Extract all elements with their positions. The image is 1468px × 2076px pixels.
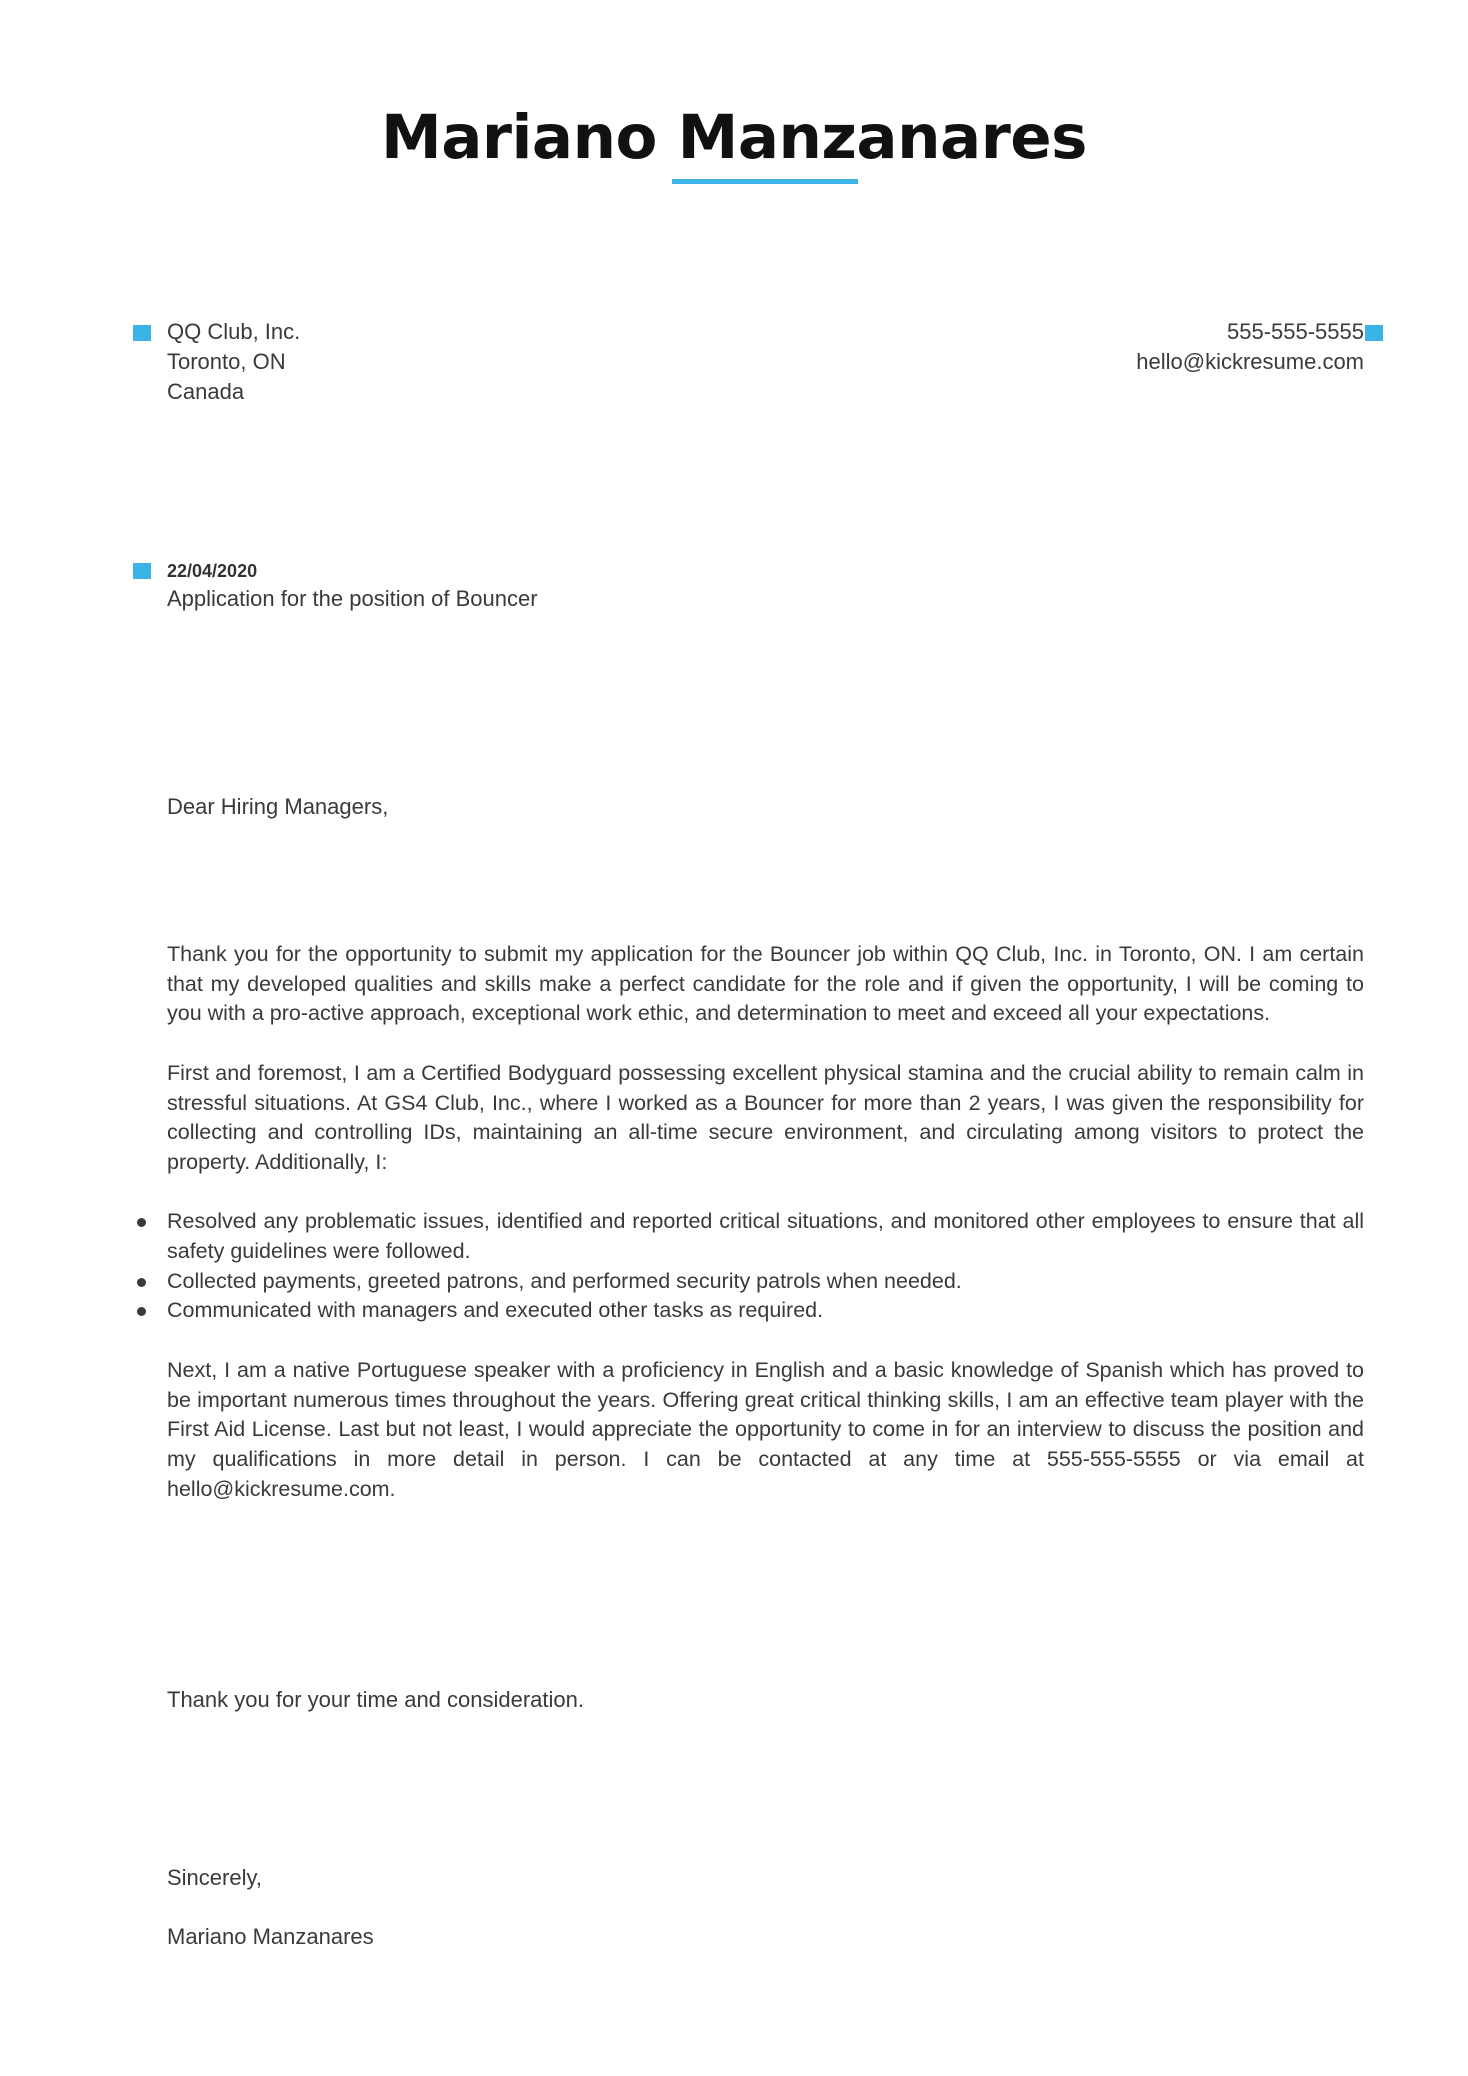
applicant-contact bbox=[1136, 317, 1364, 377]
bullet-icon bbox=[137, 1278, 146, 1287]
name-underline-accent bbox=[672, 179, 858, 184]
signature-name: Mariano Manzanares bbox=[167, 1924, 374, 1949]
body-paragraph-3: Next, I am a native Portuguese speaker with a proficiency in English and a basic knowledge of Spanish which has proved to be important numerous times throughout the years. Offering great critical thinking skills, I am an effective team player with the First Aid License. Last but not least, I would appreciate the opportunity to come in for an interview to discuss the position and my qualifications in more detail in person. I can be contacted at any time at 555-555-5555 or via email at hello@kickresume.com. bbox=[167, 1357, 1364, 1501]
recipient-city: Toronto, ON bbox=[167, 349, 286, 374]
achievements-list bbox=[167, 1207, 1364, 1326]
list-item-text: Resolved any problematic issues, identified and reported critical situations, and monitored other employees to ensure that all safety guidelines were followed. bbox=[167, 1209, 1364, 1263]
contact-marker-icon bbox=[1365, 325, 1383, 341]
bullet-icon bbox=[137, 1307, 146, 1316]
list-item bbox=[167, 1207, 1364, 1266]
body-paragraph-1: Thank you for the opportunity to submit my application for the Bouncer job within QQ Club, Inc. in Toronto, ON. I am certain that my developed qualities and skills make a perfect candidate for the role and if given the opportunity, I will be coming to you with a pro-active approach, exceptional work ethic, and determination to meet and exceed all your expectations. bbox=[167, 942, 1364, 1026]
list-item bbox=[167, 1267, 1364, 1297]
applicant-name: Mariano Manzanares bbox=[381, 102, 1087, 173]
recipient-marker-icon bbox=[133, 325, 151, 341]
recipient-company: QQ Club, Inc. bbox=[167, 319, 301, 344]
list-item bbox=[167, 1296, 1364, 1326]
letter-subject: Application for the position of Bouncer bbox=[167, 586, 538, 611]
bullet-icon bbox=[137, 1218, 146, 1227]
contact-phone: 555-555-5555 bbox=[1226, 319, 1364, 344]
letter-body bbox=[167, 940, 1364, 1534]
letter-date: 22/04/2020 bbox=[167, 561, 258, 581]
salutation: Dear Hiring Managers, bbox=[167, 794, 389, 819]
recipient-address bbox=[167, 317, 300, 407]
contact-email: hello@kickresume.com bbox=[1136, 349, 1364, 374]
recipient-country: Canada bbox=[167, 379, 245, 404]
closing-line: Thank you for your time and consideration. bbox=[167, 1687, 585, 1712]
list-item-text: Collected payments, greeted patrons, and performed security patrols when needed. bbox=[167, 1268, 962, 1293]
date-marker-icon bbox=[133, 563, 151, 579]
list-item-text: Communicated with managers and executed other tasks as required. bbox=[167, 1298, 824, 1323]
signoff: Sincerely, bbox=[167, 1865, 262, 1890]
body-paragraph-2: First and foremost, I am a Certified Bodyguard possessing excellent physical stamina and the crucial ability to remain calm in stressful situations. At GS4 Club, Inc., where I worked as a Bouncer for more than 2 years, I was given the responsibility for collecting and controlling IDs, maintaining an all-time secure environment, and circulating among visitors to protect the property. Additionally, I: bbox=[167, 1060, 1364, 1174]
